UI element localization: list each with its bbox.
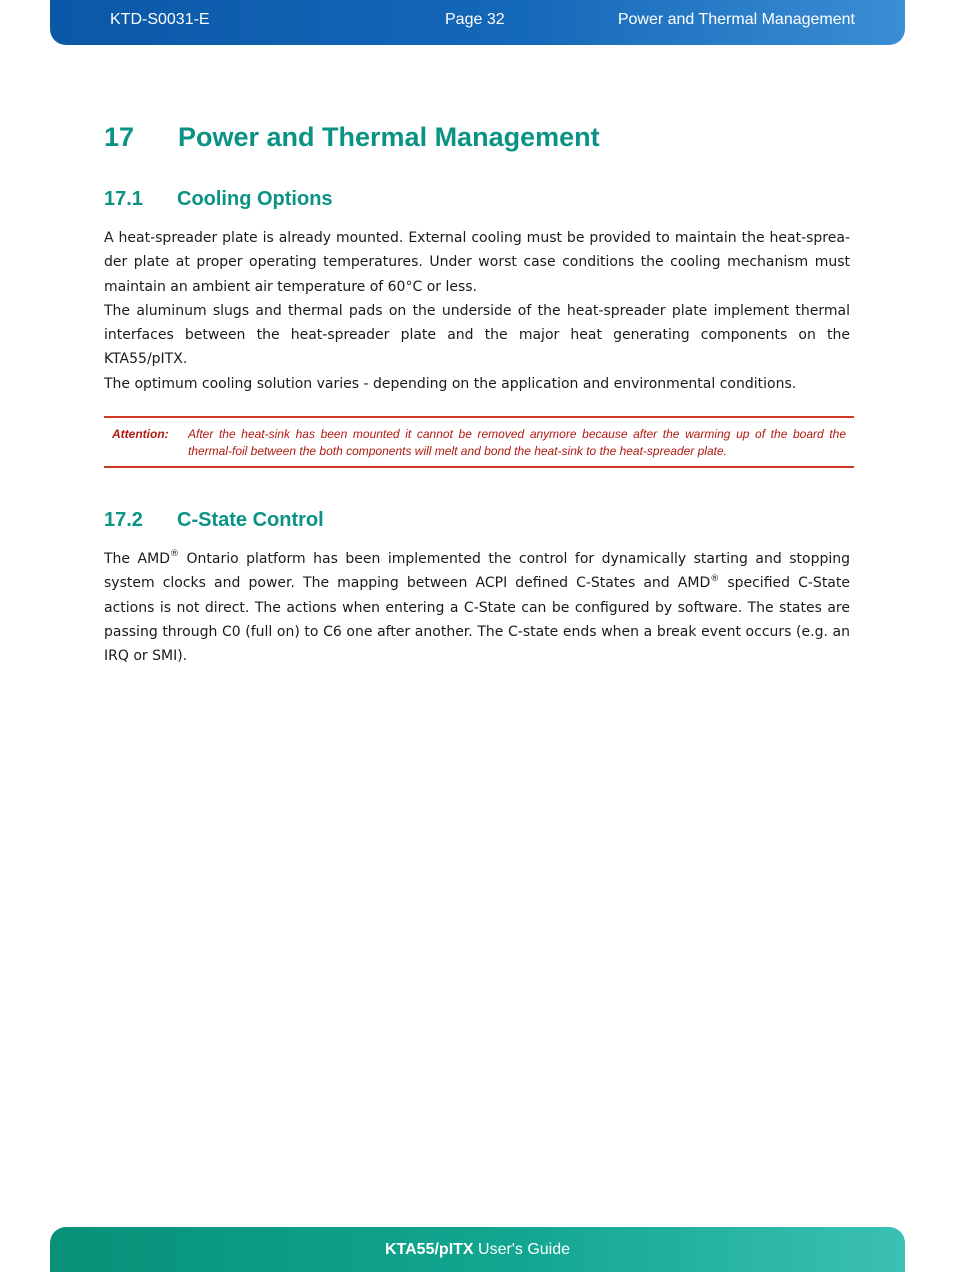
section-title: Cooling Options [177,188,333,210]
chapter-heading [104,122,600,153]
page-header [50,0,905,45]
cooling-options-body [104,226,850,396]
cooling-paragraph-3: The optimum cooling solution varies - depending on the application and environmental conditions. [104,375,797,392]
attention-text: After the heat-sink has been mounted it cannot be removed anymore because after the warming up of the board the thermal-foil between the both components will melt and bond the heat-sink to the heat-spreader plate. [188,427,846,458]
section-heading-cooling [104,188,333,211]
registered-mark: ® [169,549,179,560]
cstate-control-body [104,547,850,668]
document-id: KTD-S0031-E [110,11,210,28]
cstate-text-part: specified C-State actions is not direct. The actions when entering a C-State can be configured by software. The states are passing through C0 (full on) to C6 one after another. The C-state ends when a break event occurs (e.g. an IRQ or SMI). [104,575,850,665]
section-number: 17.2 [104,509,143,531]
chapter-number: 17 [104,122,135,152]
section-number: 17.1 [104,188,143,210]
cooling-paragraph-2: The aluminum slugs and thermal pads on the underside of the heat-spreader plate implement thermal interfaces between the heat-spreader plate and the major heat generating components on the KTA55/pITX. [104,302,850,368]
chapter-title: Power and Thermal Management [178,122,600,152]
footer-text [50,1241,905,1259]
registered-mark: ® [710,573,720,584]
page-number: Page 32 [445,11,505,28]
section-title: C-State Control [177,509,324,531]
attention-label: Attention: [112,427,169,441]
footer-guide-label: User's Guide [473,1241,571,1258]
cstate-text-part: The AMD [104,551,170,567]
cooling-paragraph-1: A heat-spreader plate is already mounted. External cooling must be provided to maintain the heat-sprea-der plate at proper operating temperatures. Under worst case conditions the cooling mechanism must maintain an ambient air temperature of 60°C or less. [104,230,850,295]
cstate-paragraph [104,547,850,668]
cstate-text-part: Ontario platform has been implemented the control for dynamically starting and stopping system clocks and power. The mapping between ACPI defined C-States and AMD [104,551,850,592]
header-section-title: Power and Thermal Management [617,11,855,28]
attention-note [104,416,854,468]
page-footer [50,1227,905,1272]
section-heading-cstate [104,509,324,532]
footer-product-name: KTA55/pITX [384,1241,474,1258]
